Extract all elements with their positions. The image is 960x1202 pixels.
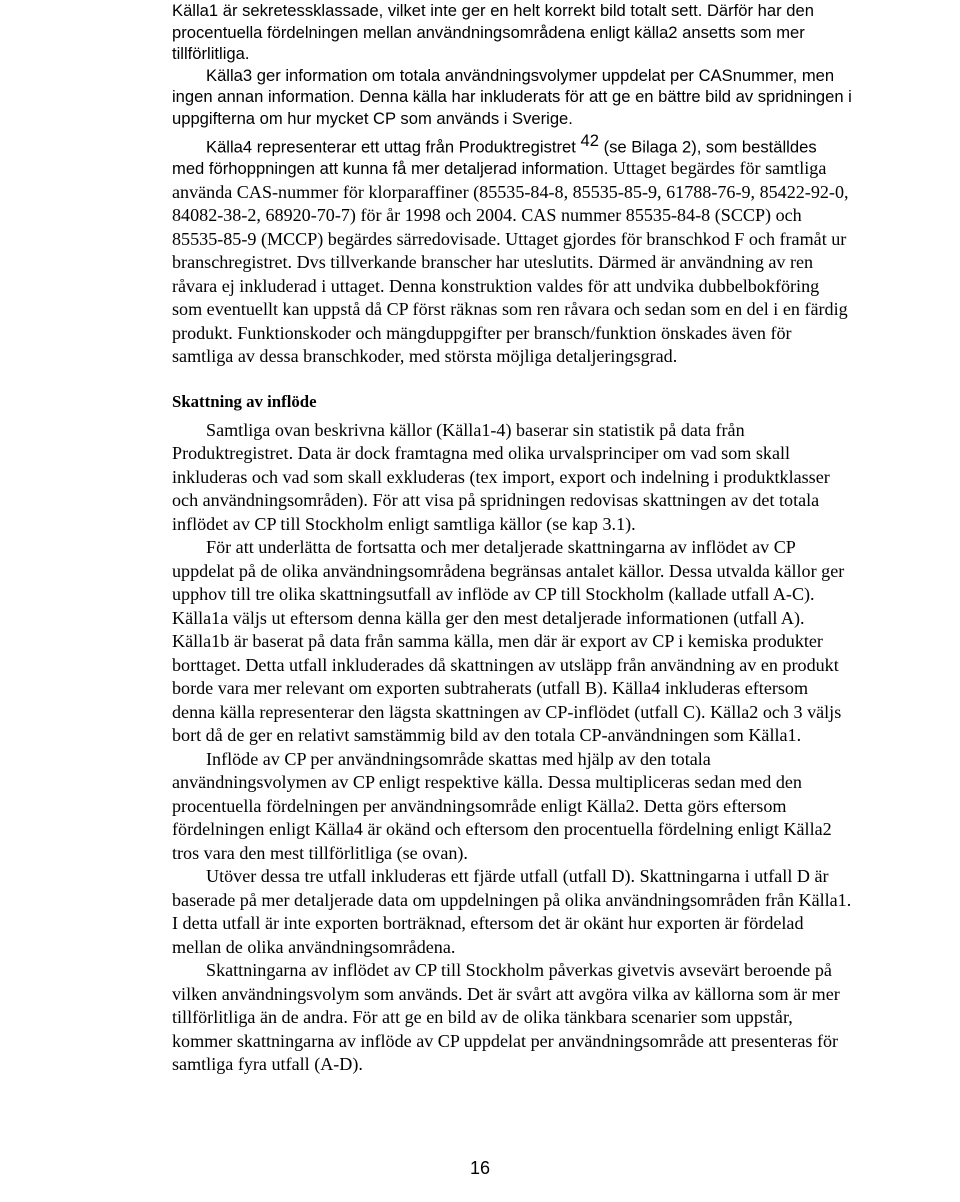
paragraph-kalla4-details: Uttaget begärdes för samtliga använda CAS-nummer för klorparaffiner (85535-84-8, 85535-85-9, 61788-76-9, 85422-92-0, 84082-38-2, 68920-70-7) för år 1998 och 2004. CAS nummer 85535-84-8 (SCCP) och 85535-85-9 (MCCP) begärdes särredovisade. Uttaget gjordes för branschkod F och framåt ur branschregistret. Dvs tillverkande branscher har uteslutits. Därmed är användning av ren råvara ej inkluderad i uttaget. Denna konstruktion valdes för att undvika dubbelbokföring som eventuellt kan uppstå då CP först räknas som ren råvara och sedan som en del i en färdig produkt. Funktionskoder och mängduppgifter per bransch/funktion önskades även för samtliga av dessa branschkoder, med största möjliga detaljeringsgrad. — [172, 158, 849, 367]
paragraph-outcome-d: Utöver dessa tre utfall inkluderas ett fjärde utfall (utfall D). Skattningarna i utfall D är baserade på mer detaljerade data om uppdelningen på olika användningsområden från Källa1. I detta utfall är inte exporten borträknad, eftersom det är okänt hur exporten är fördelad mellan de olika användningsområdena. — [172, 866, 852, 957]
paragraph-kalla3: Källa3 ger information om totala användningsvolymer uppdelat per CASnummer, men ingen annan information. Denna källa har inkluderats för att ge en bättre bild av spridningen i uppgifterna om hur mycket CP som används i Sverige. — [172, 65, 852, 128]
paragraph-kalla4-continued: (se Bilaga 2), som beställdes med förhoppningen att kunna få mer detaljerad information. — [172, 136, 817, 179]
paragraph-selected-sources: För att underlätta de fortsatta och mer detaljerade skattningarna av inflödet av CP uppdelat på de olika användningsområdena begränsas antalet källor. Dessa utvalda källor ger upphov till tre olika skattningsutfall av inflöde av CP till Stockholm (kallade utfall A-C). Källa1a väljs ut eftersom denna källa ger den mest detaljerade informationen (utfall A). Källa1b är baserat på data från samma källa, men där är export av CP i kemiska produkter borttaget. Detta utfall inkluderades då skattningen av utsläpp från användning av en produkt borde vara mer relevant om exporten subtraherats (utfall B). Källa4 inkluderas eftersom denna källa representerar den lägsta skattningen av CP-inflödet (utfall C). Källa2 och 3 väljs bort då de ger en relativt samstämmig bild av den totala CP-användningen som Källa1. — [172, 537, 845, 746]
paragraph-inflow-method: Inflöde av CP per användningsområde skattas med hjälp av den totala användningsvolymen av CP enligt respektive källa. Dessa multipliceras sedan med den procentuella fördelningen per användningsområde enligt Källa2. Detta görs eftersom fördelningen enligt Källa4 är okänd och eftersom den procentuella fördelning enligt Källa2 tros vara den mest tillförlitliga (se ovan). — [172, 748, 832, 863]
footnote-reference: 42 — [580, 130, 599, 150]
paragraph-sources-overview: Samtliga ovan beskrivna källor (Källa1-4) baserar sin statistik på data från Produktregistret. Data är dock framtagna med olika urvalsprinciper om vad som skall inkluderas och vad som skall exkluderas (tex import, export och indelning i produktklasser och användningsområden). För att visa på spridningen redovisas skattningen av det totala inflödet av CP till Stockholm enligt samtliga källor (se kap 3.1). — [172, 419, 830, 534]
section-heading: Skattning av inflöde — [172, 391, 317, 411]
paragraph-kalla1-note: Källa1 är sekretessklassade, vilket inte ger en helt korrekt bild totalt sett. Därför har den procentuella fördelningen mellan användningsområdena enligt källa2 ansetts som mer tillförlitliga. — [172, 1, 814, 64]
document-body — [172, 0, 852, 1077]
paragraph-kalla4-intro: Källa4 representerar ett uttag från Produktregistret — [206, 136, 581, 156]
page-number: 16 — [469, 1158, 491, 1178]
paragraph-conclusion: Skattningarna av inflödet av CP till Stockholm påverkas givetvis avsevärt beroende på vilken användningsvolym som används. Det är svårt att avgöra vilka av källorna som är mer tillförlitliga än de andra. För att ge en bild av de olika tänkbara scenarier som uppstår, kommer skattningarna av inflöde av CP uppdelat per användningsområde att presenteras för samtliga fyra utfall (A-D). — [172, 960, 840, 1075]
paragraph-kalla4 — [172, 130, 852, 369]
